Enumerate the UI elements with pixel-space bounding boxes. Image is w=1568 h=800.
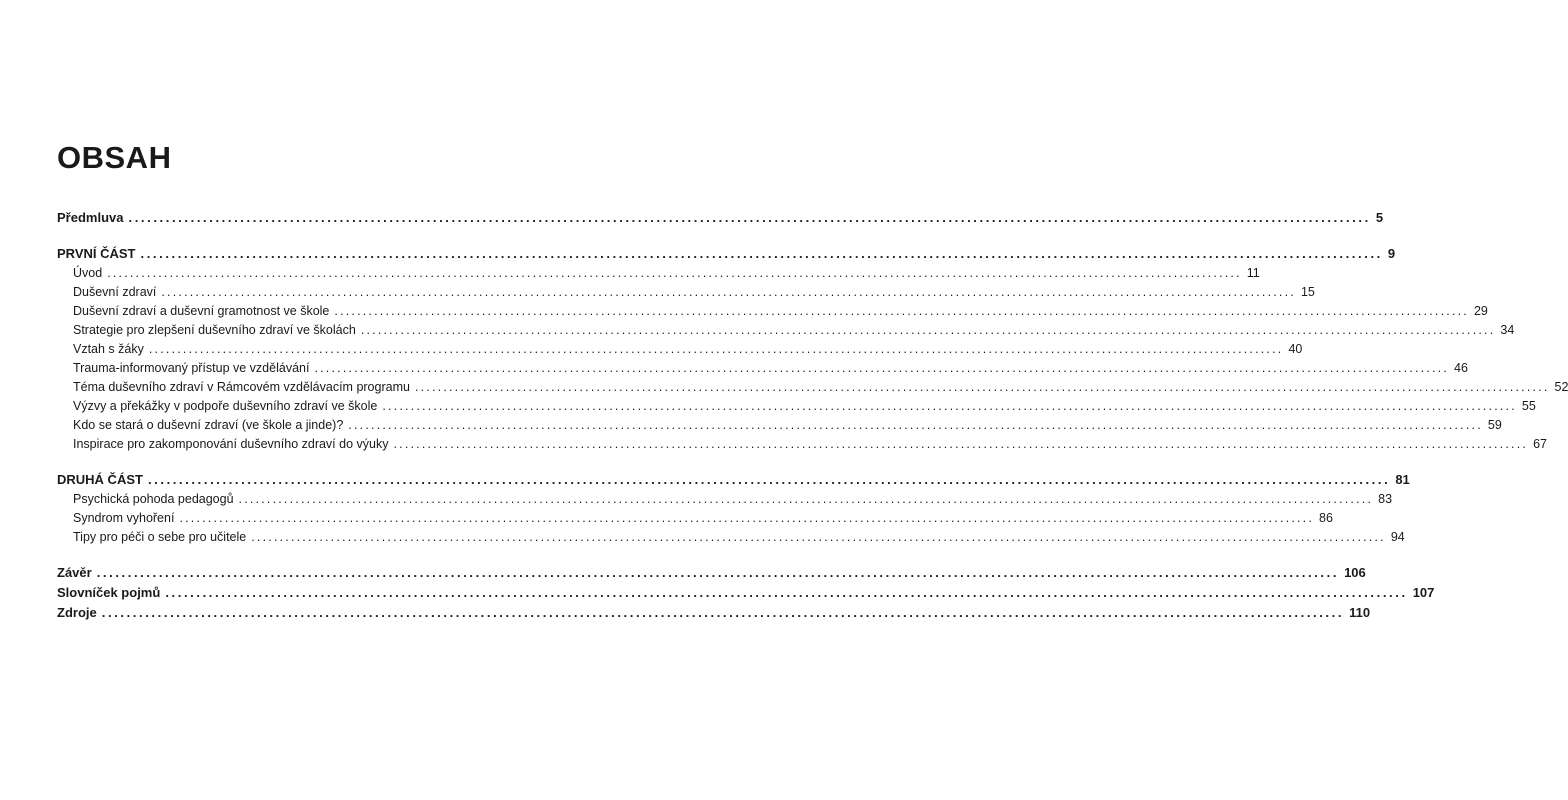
toc-entry-title: Inspirace pro zakomponování duševního zdraví do výuky: [73, 437, 389, 451]
toc-entry-title: Tipy pro péči o sebe pro učitele: [73, 530, 247, 544]
dot-leader: ........................................................................................................................................................................................................: [165, 585, 1408, 600]
toc-entry-page: 34: [1500, 323, 1515, 337]
toc-entry-title: PRVNÍ ČÁST: [57, 246, 136, 261]
toc-entry-title: Téma duševního zdraví v Rámcovém vzdělávacím programu: [73, 380, 410, 394]
toc-entry-page: 67: [1533, 437, 1547, 451]
dot-leader: ........................................................................................................................................................................................................: [393, 437, 1529, 451]
dot-leader: ........................................................................................................................................................................................................: [96, 565, 1340, 580]
toc-subentry[interactable]: [57, 416, 1502, 435]
toc-entry-page: 81: [1395, 472, 1410, 487]
toc-entry-page: 52: [1554, 380, 1568, 394]
toc-entry-page: 5: [1375, 210, 1384, 225]
toc-entry-title: Syndrom vyhoření: [73, 511, 175, 525]
toc-subentry[interactable]: [57, 435, 1547, 454]
toc-entry-page: 59: [1487, 418, 1502, 432]
dot-leader: ........................................................................................................................................................................................................: [161, 285, 1296, 299]
toc-entry-title: Kdo se stará o duševní zdraví (ve škole a jinde)?: [73, 418, 344, 432]
toc-entry-page: 15: [1300, 285, 1315, 299]
toc-entry-page: 107: [1412, 585, 1435, 600]
toc-entry-page: 86: [1319, 511, 1333, 525]
toc-subentry[interactable]: [57, 340, 1303, 359]
toc-entry-part2[interactable]: [57, 470, 1410, 490]
toc-entry-title: Úvod: [73, 266, 103, 280]
toc-entry-page: 83: [1378, 492, 1393, 506]
toc-entry-part1[interactable]: [57, 244, 1396, 264]
toc-entry-page: 46: [1454, 361, 1468, 375]
toc-subentry[interactable]: [57, 359, 1468, 378]
dot-leader: ........................................................................................................................................................................................................: [148, 342, 1284, 356]
toc-entry-title: Vztah s žáky: [73, 342, 144, 356]
toc-entry-title: DRUHÁ ČÁST: [57, 472, 143, 487]
dot-leader: ........................................................................................................................................................................................................: [140, 246, 1383, 261]
toc-subentry[interactable]: [57, 528, 1405, 547]
dot-leader: ........................................................................................................................................................................................................: [314, 361, 1450, 375]
dot-leader: ........................................................................................................................................................................................................: [128, 210, 1371, 225]
toc-entry-title: Závěr: [57, 565, 92, 580]
toc-entry-title: Předmluva: [57, 210, 124, 225]
toc-subentry[interactable]: [57, 302, 1488, 321]
toc-subentry[interactable]: [57, 283, 1315, 302]
toc-entry-sources[interactable]: [57, 603, 1371, 623]
toc-entry-title: Zdroje: [57, 605, 97, 620]
toc-entry-page: 9: [1387, 246, 1396, 261]
toc-entry-page: 94: [1390, 530, 1405, 544]
toc-entry-conclusion[interactable]: [57, 563, 1366, 583]
toc-entry-title: Strategie pro zlepšení duševního zdraví ve školách: [73, 323, 356, 337]
toc-subentry[interactable]: [57, 490, 1393, 509]
toc-entry-page: 40: [1288, 342, 1303, 356]
dot-leader: ........................................................................................................................................................................................................: [348, 418, 1483, 432]
table-of-contents: [57, 208, 1568, 623]
dot-leader: ........................................................................................................................................................................................................: [238, 492, 1374, 506]
toc-subentry[interactable]: [57, 264, 1260, 283]
dot-leader: ........................................................................................................................................................................................................: [107, 266, 1242, 280]
dot-leader: ........................................................................................................................................................................................................: [382, 399, 1517, 413]
toc-entry-title: Slovníček pojmů: [57, 585, 161, 600]
dot-leader: ........................................................................................................................................................................................................: [179, 511, 1315, 525]
toc-entry-page: 106: [1344, 565, 1366, 580]
toc-entry-preface[interactable]: [57, 208, 1384, 228]
toc-subentry[interactable]: [57, 397, 1536, 416]
dot-leader: ........................................................................................................................................................................................................: [147, 472, 1391, 487]
dot-leader: ........................................................................................................................................................................................................: [334, 304, 1469, 318]
toc-entry-glossary[interactable]: [57, 583, 1435, 603]
dot-leader: ........................................................................................................................................................................................................: [414, 380, 1550, 394]
toc-entry-title: Duševní zdraví: [73, 285, 157, 299]
toc-entry-title: Psychická pohoda pedagogů: [73, 492, 234, 506]
toc-entry-page: 55: [1521, 399, 1536, 413]
toc-entry-title: Duševní zdraví a duševní gramotnost ve škole: [73, 304, 330, 318]
page-title: OBSAH: [57, 140, 172, 175]
toc-subentry[interactable]: [57, 321, 1515, 340]
toc-subentry[interactable]: [57, 378, 1568, 397]
toc-entry-page: 11: [1246, 266, 1260, 280]
toc-subentry[interactable]: [57, 509, 1333, 528]
dot-leader: ........................................................................................................................................................................................................: [251, 530, 1386, 544]
toc-entry-page: 29: [1473, 304, 1488, 318]
toc-entry-title: Výzvy a překážky v podpoře duševního zdraví ve škole: [73, 399, 378, 413]
toc-entry-page: 110: [1349, 605, 1371, 620]
dot-leader: ........................................................................................................................................................................................................: [101, 605, 1345, 620]
dot-leader: ........................................................................................................................................................................................................: [360, 323, 1496, 337]
toc-entry-title: Trauma-informovaný přístup ve vzdělávání: [73, 361, 310, 375]
